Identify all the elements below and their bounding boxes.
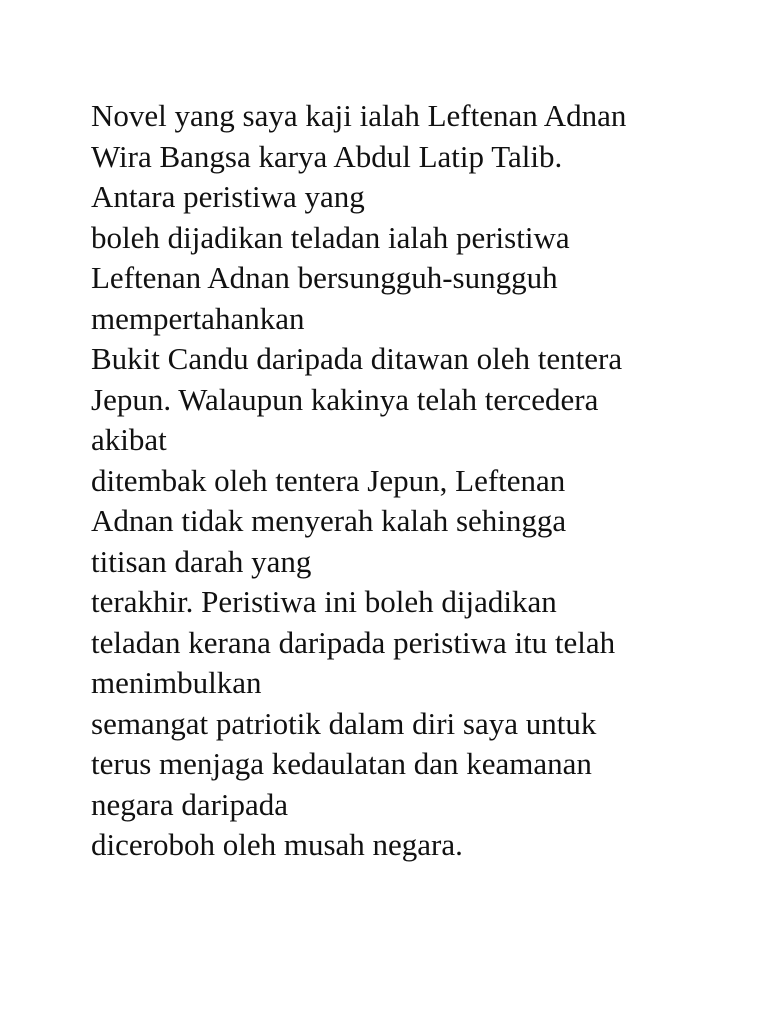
text-line: teladan kerana daripada peristiwa itu telah <box>91 624 616 660</box>
text-line: menimbulkan <box>91 665 262 700</box>
text-line: terus menjaga kedaulatan dan keamanan <box>91 746 592 781</box>
text-line: Bukit Candu daripada ditawan oleh tentera <box>91 341 623 376</box>
text-line: terakhir. Peristiwa ini boleh dijadikan <box>91 584 557 619</box>
text-line: Adnan tidak menyerah kalah sehingga <box>91 503 567 538</box>
text-line: ditembak oleh tentera Jepun, Leftenan <box>91 462 566 498</box>
text-line: boleh dijadikan teladan ialah peristiwa <box>91 219 570 255</box>
text-line: mempertahankan <box>91 300 305 336</box>
text-line: Antara peristiwa yang <box>91 179 365 214</box>
body-text <box>91 96 711 866</box>
text-line: semangat patriotik dalam diri saya untuk <box>91 705 597 741</box>
text-line: negara daripada <box>91 786 289 822</box>
text-line: Novel yang saya kaji ialah Leftenan Adnan <box>91 98 627 133</box>
text-line: Wira Bangsa karya Abdul Latip Talib. <box>91 138 563 174</box>
text-line: Leftenan Adnan bersungguh-sungguh <box>91 260 558 295</box>
text-line: titisan darah yang <box>91 543 312 579</box>
text-line: akibat <box>91 422 167 457</box>
text-line: diceroboh oleh musah negara. <box>91 827 463 862</box>
text-line: Jepun. Walaupun kakinya telah tercedera <box>91 381 599 417</box>
